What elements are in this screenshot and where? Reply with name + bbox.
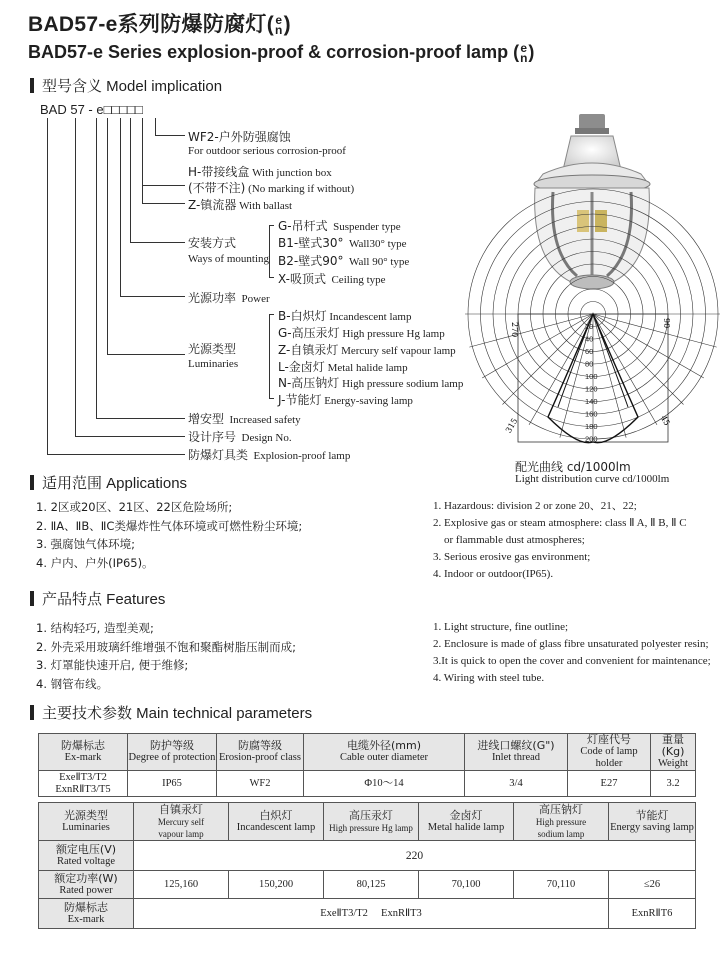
model-x: X-吸顶式 Ceiling type — [278, 272, 386, 286]
params-table-2 — [38, 802, 696, 929]
table-cell: ExnRⅡT6 — [609, 899, 696, 929]
tree-line — [142, 203, 185, 204]
tree-line — [155, 135, 185, 136]
page-title-cn: BAD57-e系列防爆防腐灯(e n) — [28, 13, 291, 38]
tree-line — [269, 314, 274, 315]
lamp-product-image — [513, 112, 671, 302]
tree-line — [155, 118, 156, 135]
model-z: Z-镇流器 With ballast — [188, 198, 293, 212]
table-header: 金卤灯 Metal halide lamp — [419, 803, 514, 841]
tree-line — [107, 354, 185, 355]
model-b2: B2-壁式90° Wall 90° type — [278, 254, 410, 268]
model-wf2: WF2-户外防强腐蚀 — [188, 130, 291, 144]
polar-label-270: 270 — [510, 322, 519, 338]
table-header: 电缆外径(mm) Cable outer diameter — [304, 734, 465, 771]
table-row — [39, 899, 696, 929]
table-cell: 3.2 — [651, 771, 696, 797]
model-h-note: (不带不注) (No marking if without) — [188, 181, 355, 195]
tree-line — [269, 398, 274, 399]
features-en: 1. Light structure, fine outline; 2. Enclosure is made of glass fibre unsaturated polyester resin; 3.It is quick to open the cover and convenient for maintenance; 4. Wiring with steel tube. — [433, 621, 711, 684]
tree-line — [269, 225, 274, 226]
applications-en: 1. Hazardous: division 2 or zone 20、21、22; 2. Explosive gas or steam atmosphere: class Ⅱ A, Ⅱ B, Ⅱ C or flammable dust atmospheres; 3. Serious erosive gas environment; 4. Indoor or outdoor(IP65). — [433, 500, 687, 580]
table-row — [39, 803, 696, 841]
polar-ray — [593, 314, 704, 378]
polar-ring-label: 200 — [585, 434, 598, 444]
polar-ray — [593, 314, 657, 425]
model-z2: Z-自镇汞灯 Mercury self vapour lamp — [278, 343, 456, 357]
table-header: 自镇汞灯 Mercury self vapour lamp — [134, 803, 229, 841]
model-exp: 防爆灯具类 Explosion-proof lamp — [188, 448, 351, 462]
params-table-1 — [38, 733, 696, 797]
polar-ring-label: 180 — [585, 422, 598, 431]
model-j: J-节能灯 Energy-saving lamp — [278, 393, 413, 407]
model-g: G-吊杆式 Suspender type — [278, 219, 401, 233]
table-cell: 125,160 — [134, 871, 229, 899]
table-row — [39, 871, 696, 899]
table-cell: 150,200 — [229, 871, 324, 899]
table-header: 防护等级 Degree of protection — [128, 734, 217, 771]
model-b1: B1-壁式30° Wall30° type — [278, 236, 407, 250]
table-cell: 3/4 — [465, 771, 568, 797]
tree-line — [75, 118, 76, 436]
model-power: 光源功率 Power — [188, 291, 270, 305]
polar-ring-label: 20 — [585, 322, 594, 331]
model-mount-en: Ways of mounting — [188, 253, 269, 265]
polar-ray — [529, 314, 593, 425]
model-section-title: 型号含义 Model implication — [42, 78, 223, 95]
table-cell: 70,100 — [419, 871, 514, 899]
tree-line — [47, 118, 48, 454]
page-title-en: BAD57-e Series explosion-proof & corrosion-proof lamp (e n) — [28, 41, 535, 66]
table-cell: E27 — [568, 771, 651, 797]
section-marker — [30, 591, 34, 606]
applications-cn: 1. 2区或20区、21区、22区危险场所; 2. ⅡA、ⅡB、ⅡC类爆炸性气体环境或可燃性粉尘环境; 3. 强腐蚀气体环境; 4. 户内、户外(IP65)。 — [36, 500, 303, 570]
polar-label-90: 90 — [662, 318, 671, 329]
polar-ring-label: 80 — [585, 359, 594, 369]
model-wf2-en: For outdoor serious corrosion-proof — [188, 145, 346, 157]
title-en-fraction: e n — [520, 41, 528, 66]
model-lum-en: Luminaries — [188, 358, 239, 370]
table-cell: ≤26 — [609, 871, 696, 899]
tree-line — [142, 118, 143, 203]
tree-line — [75, 436, 185, 437]
table-cell: ExeⅡT3/T2 ExnRⅡT3/T5 — [39, 771, 128, 797]
polar-caption-en: Light distribution curve cd/1000lm — [515, 473, 670, 485]
tree-line — [107, 118, 108, 354]
model-l: L-金卤灯 Metal halide lamp — [278, 360, 408, 374]
polar-ring-label: 160 — [585, 409, 598, 419]
section-marker — [30, 78, 34, 93]
polar-label-45: 45 — [658, 413, 672, 428]
tree-line — [142, 185, 185, 186]
polar-ring-label: 100 — [585, 372, 598, 381]
table-row — [39, 771, 696, 797]
table-header: 高压汞灯 High pressure Hg lamp — [324, 803, 419, 841]
polar-ray — [482, 314, 593, 378]
polar-label-315: 315 — [503, 416, 520, 435]
table-row — [39, 734, 696, 771]
polar-ring-label: 60 — [585, 347, 594, 356]
tree-line — [96, 118, 97, 418]
table-header: 高压钠灯 High pressure sodium lamp — [514, 803, 609, 841]
table-cell: 220 — [134, 841, 696, 871]
section-marker — [30, 475, 34, 490]
table-cell: Φ10～14 — [304, 771, 465, 797]
tree-line — [130, 118, 131, 242]
params-section-title: 主要技术参数 Main technical parameters — [42, 705, 313, 722]
table-row — [39, 841, 696, 871]
model-mount: 安装方式 — [188, 236, 237, 250]
light-distribution-diagram — [503, 312, 672, 452]
section-marker — [30, 705, 34, 720]
tree-line — [120, 118, 121, 296]
model-b: B-白炽灯 Incandescent lamp — [278, 309, 412, 323]
tree-line — [120, 296, 185, 297]
table-header: 额定电压(V) Rated voltage — [39, 841, 134, 871]
table-header: 防爆标志 Ex-mark — [39, 734, 128, 771]
table-header: 白炽灯 Incandescent lamp — [229, 803, 324, 841]
model-code: BAD 57 - e□□□□□ — [40, 102, 143, 117]
table-header: 灯座代号 Code of lamp holder — [568, 734, 651, 771]
model-h: H-带接线盒 With junction box — [188, 165, 332, 179]
model-n: N-高压钠灯 High pressure sodium lamp — [278, 376, 464, 390]
tree-line — [130, 242, 185, 243]
table-cell: 80,125 — [324, 871, 419, 899]
model-inc: 增安型 Increased safety — [188, 412, 301, 426]
model-design: 设计序号 Design No. — [188, 430, 292, 444]
table-header: 防腐等级 Erosion-proof class — [217, 734, 304, 771]
table-header: 额定功率(W) Rated power — [39, 871, 134, 899]
features-section-title: 产品特点 Features — [42, 591, 166, 608]
table-header: 重量(Kg) Weight — [651, 734, 696, 771]
table-cell: ExeⅡT3/T2 ExnRⅡT3 — [134, 899, 609, 929]
polar-ring-label: 140 — [585, 397, 598, 406]
tree-line — [96, 418, 185, 419]
tree-line — [269, 314, 270, 398]
polar-caption-cn: 配光曲线 cd/1000lm — [515, 460, 631, 474]
table-header: 节能灯 Energy saving lamp — [609, 803, 696, 841]
title-cn-fraction: e n — [275, 13, 283, 38]
applications-section-title: 适用范围 Applications — [42, 475, 188, 492]
table-header: 进线口螺纹(G") Inlet thread — [465, 734, 568, 771]
tree-line — [269, 225, 270, 277]
table-header: 防爆标志 Ex-mark — [39, 899, 134, 929]
features-cn: 1. 结构轻巧, 造型美观; 2. 外壳采用玻璃纤维增强不饱和聚酯树脂压制而成; 3. 灯罩能快速开启, 便于维修; 4. 钢管布线。 — [36, 621, 296, 691]
model-lum: 光源类型 — [188, 342, 237, 356]
model-g2: G-高压汞灯 High pressure Hg lamp — [278, 326, 445, 340]
table-cell: 70,110 — [514, 871, 609, 899]
table-cell: IP65 — [128, 771, 217, 797]
table-header: 光源类型 Luminaries — [39, 803, 134, 841]
polar-ring-label: 120 — [585, 384, 598, 394]
polar-ring-label: 40 — [585, 334, 594, 344]
table-cell: WF2 — [217, 771, 304, 797]
tree-line — [47, 454, 185, 455]
tree-line — [269, 277, 274, 278]
